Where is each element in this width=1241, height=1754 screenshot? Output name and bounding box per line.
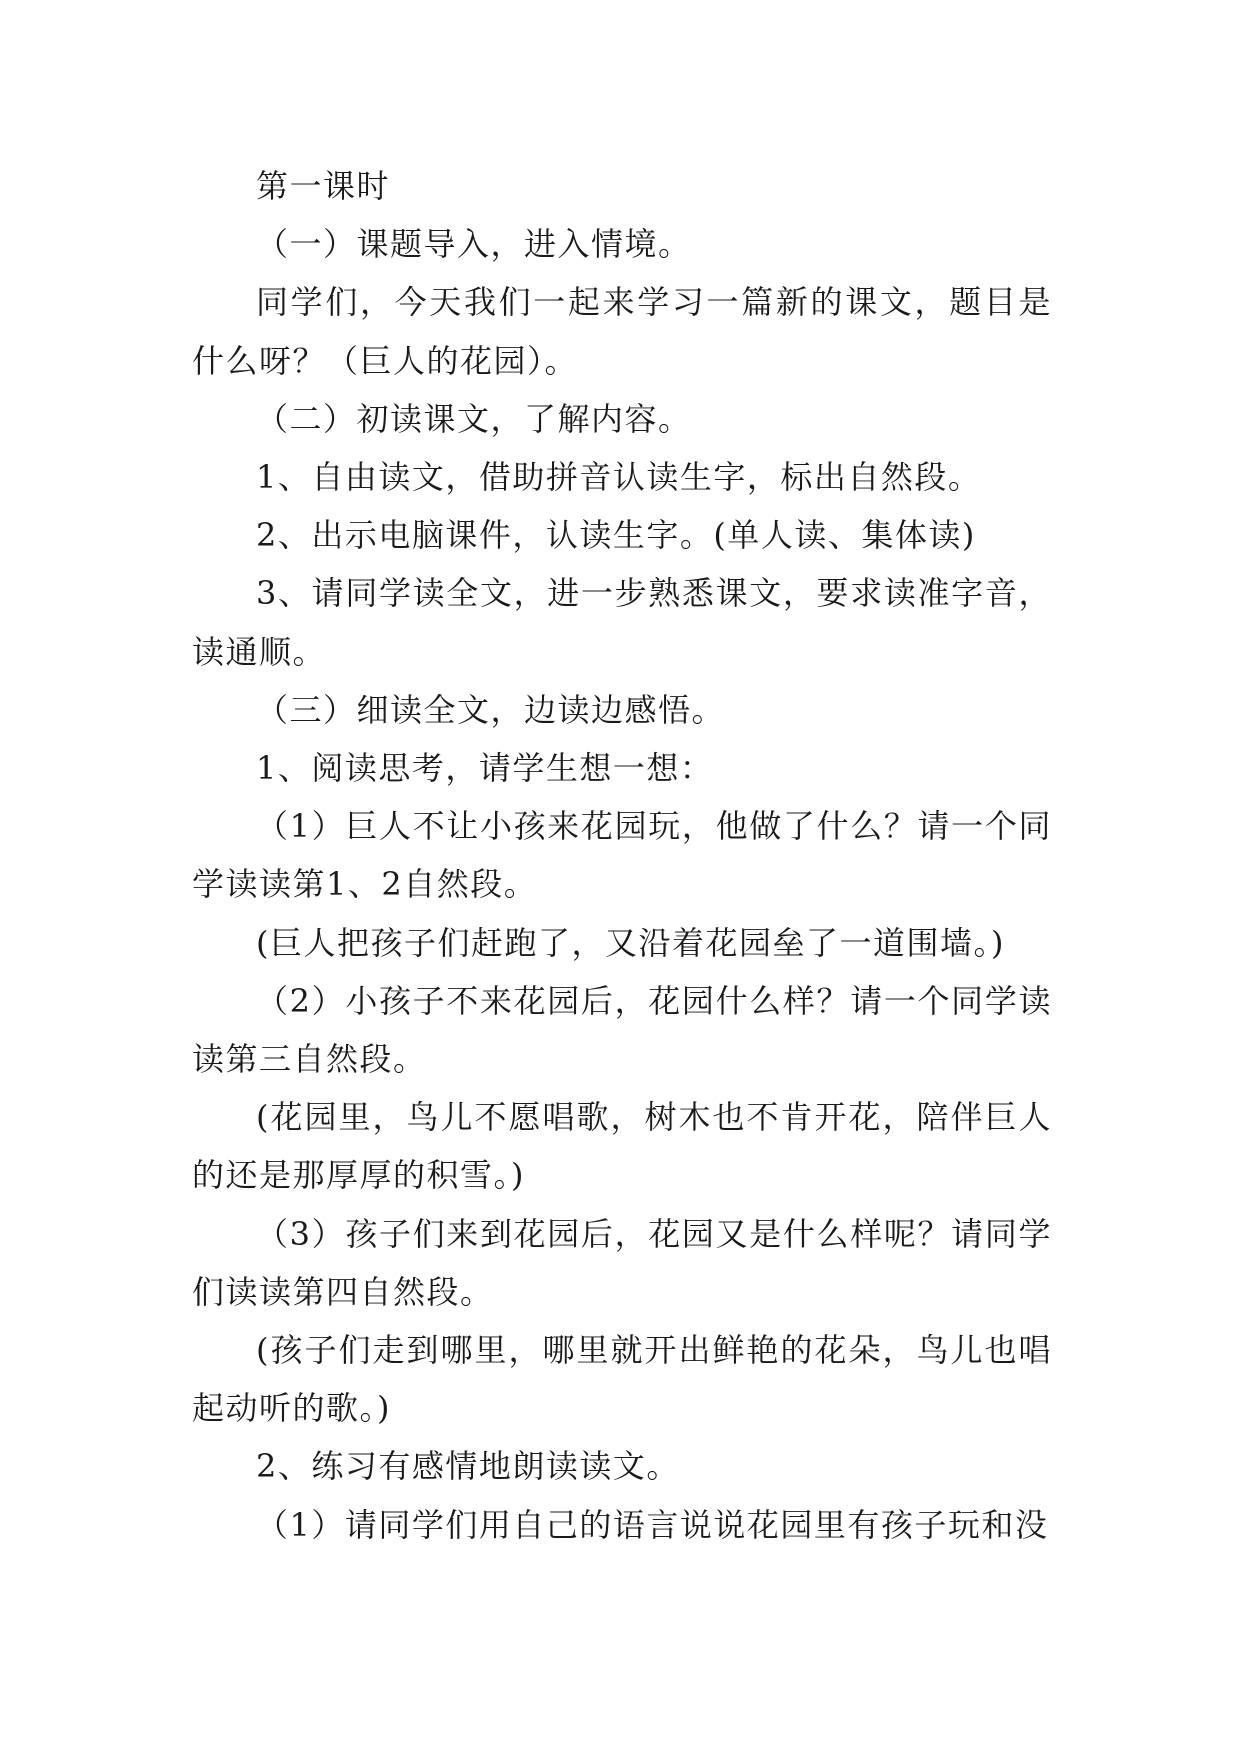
list-item: 3、请同学读全文，进一步熟悉课文，要求读准字音，读通顺。 — [192, 574, 1052, 671]
section-heading: （二）初读课文，了解内容。 — [256, 399, 692, 438]
answer: (巨人把孩子们赶跑了，又沿着花园垒了一道围墙。) — [256, 923, 1005, 962]
paragraph: 同学们，今天我们一起来学习一篇新的课文，题目是什么呀？（巨人的花园）。 — [192, 283, 1052, 380]
list-item: 1、阅读思考，请学生想一想： — [256, 749, 714, 788]
lesson-heading: 第一课时 — [256, 167, 391, 205]
document-body — [192, 157, 1052, 1554]
question: （3）孩子们来到花园后，花园又是什么样呢？请同学们读读第四自然段。 — [192, 1214, 1052, 1311]
list-item: 2、练习有感情地朗读读文。 — [256, 1447, 680, 1486]
question: （1）请同学们用自己的语言说说花园里有孩子玩和没 — [256, 1505, 1049, 1544]
list-item: 1、自由读文，借助拼音认读生字，标出自然段。 — [256, 458, 982, 497]
section-heading: （一）课题导入，进入情境。 — [256, 225, 692, 264]
answer: (孩子们走到哪里，哪里就开出鲜艳的花朵，鸟儿也唱起动听的歌。) — [192, 1331, 1052, 1428]
question: （1）巨人不让小孩来花园玩，他做了什么？请一个同学读读第1、2自然段。 — [192, 807, 1052, 904]
question: （2）小孩子不来花园后，花园什么样？请一个同学读读第三自然段。 — [192, 981, 1052, 1079]
section-heading: （三）细读全文，边读边感悟。 — [256, 690, 726, 729]
list-item: 2、出示电脑课件，认读生字。(单人读、集体读) — [256, 516, 976, 555]
answer: (花园里，鸟儿不愿唱歌，树木也不肯开花，陪伴巨人的还是那厚厚的积雪。) — [192, 1098, 1052, 1195]
